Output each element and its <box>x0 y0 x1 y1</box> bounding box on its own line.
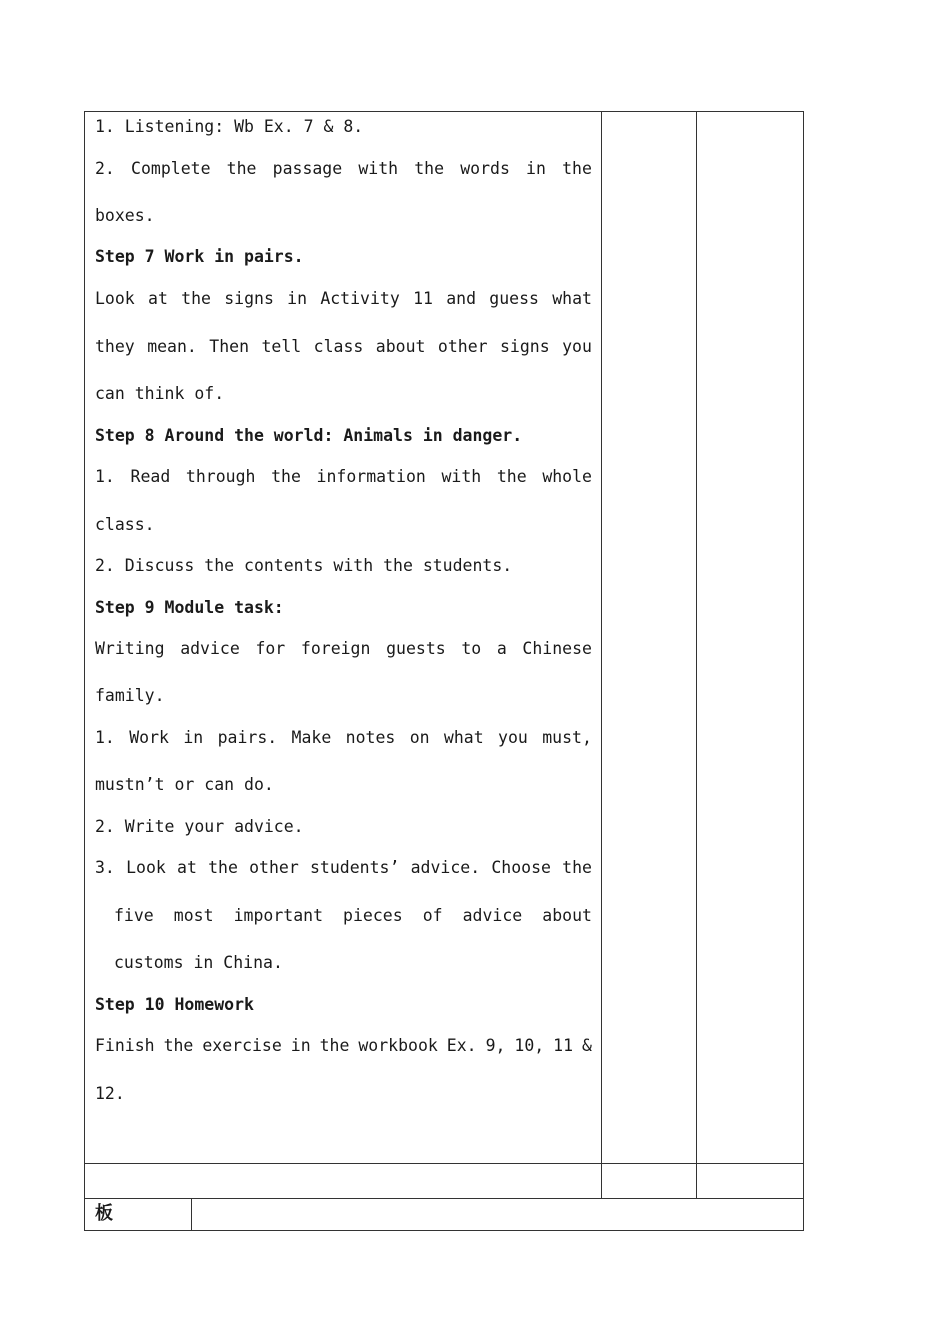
text-line: 2. Complete the passage with the words in the <box>95 159 592 178</box>
table-border-right <box>803 111 804 1231</box>
step-heading: Step 10 Homework <box>95 995 254 1014</box>
text-line: 3. Look at the other students’ advice. Choose the <box>95 858 592 877</box>
text-line: 2. Discuss the contents with the students. <box>95 556 513 575</box>
text-line: 1. Work in pairs. Make notes on what you must, <box>95 728 592 747</box>
text-line: 1. Read through the information with the whole <box>95 467 592 486</box>
step-heading: Step 8 Around the world: Animals in danger. <box>95 426 523 445</box>
text-line: Finish the exercise in the workbook Ex. 9, 10, 11 & <box>95 1036 592 1055</box>
board-design-label: 板 <box>95 1203 113 1224</box>
text-line: they mean. Then tell class about other signs you <box>95 337 592 356</box>
text-line: Look at the signs in Activity 11 and guess what <box>95 289 592 308</box>
table-col-divider-1 <box>601 111 602 1199</box>
text-line: 2. Write your advice. <box>95 817 304 836</box>
text-line: 1. Listening: Wb Ex. 7 & 8. <box>95 117 364 136</box>
text-line: mustn’t or can do. <box>95 775 274 794</box>
table-border-left <box>84 111 85 1231</box>
text-line: class. <box>95 515 155 534</box>
text-line: family. <box>95 686 165 705</box>
text-line: customs in China. <box>114 953 283 972</box>
table-border-bottom <box>84 1230 804 1231</box>
table-footer-divider <box>191 1198 192 1231</box>
step-heading: Step 9 Module task: <box>95 598 284 617</box>
text-line: can think of. <box>95 384 225 403</box>
step-heading: Step 7 Work in pairs. <box>95 247 304 266</box>
text-line: Writing advice for foreign guests to a Chinese <box>95 639 592 658</box>
table-col-divider-2 <box>696 111 697 1199</box>
text-line: 12. <box>95 1084 125 1103</box>
text-line: five most important pieces of advice about <box>114 906 592 925</box>
text-line: boxes. <box>95 206 155 225</box>
